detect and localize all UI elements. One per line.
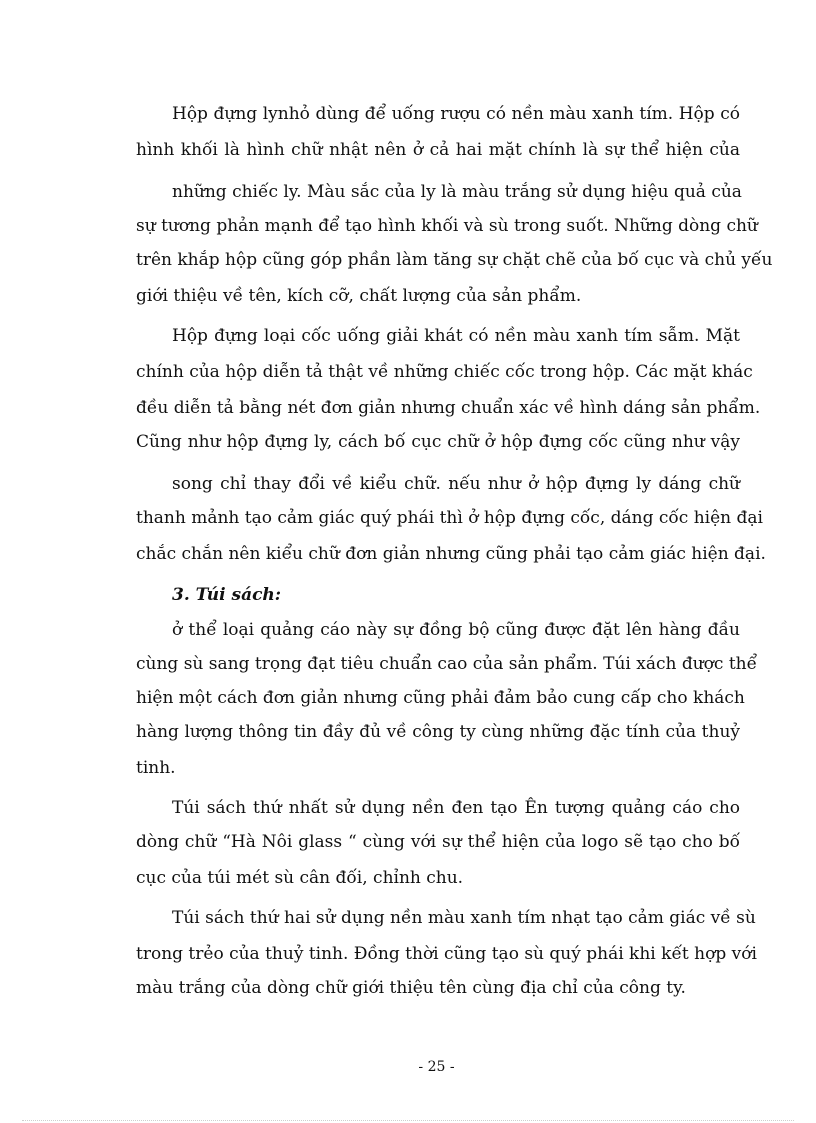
paragraph-2-line-3: đều diễn tả bằng nét đơn giản nhưng chuẩn xác về hình dáng sản phẩm. [136,398,761,418]
section-paragraph-3-line-3: màu trắng của dòng chữ giới thiệu tên cùng địa chỉ của công ty. [136,978,686,998]
section-paragraph-3-line-1: Túi sách thứ hai sử dụng nền màu xanh tím nhạt tạo cảm giác về sù [172,908,756,928]
paragraph-2-line-2: chính của hộp diễn tả thật về những chiếc cốc trong hộp. Các mặt khác [136,362,753,382]
paragraph-2-line-1: Hộp đựng loại cốc uống giải khát có nền màu xanh tím sẫm. Mặt [172,326,740,346]
paragraph-2-line-6: thanh mảnh tạo cảm giác quý phái thì ở hộp đựng cốc, dáng cốc hiện đại [136,508,763,528]
section-paragraph-3-line-2: trong trẻo của thuỷ tinh. Đồng thời cũng tạo sù quý phái khi kết hợp với [136,944,757,964]
section-paragraph-2-line-3: cục của túi mét sù cân đối, chỉnh chu. [136,868,464,888]
paragraph-1-line-1: Hộp đựng lynhỏ dùng để uống rượu có nền màu xanh tím. Hộp có [172,104,740,124]
paragraph-1-line-3: những chiếc ly. Màu sắc của ly là màu trắng sử dụng hiệu quả của [172,182,742,202]
section-paragraph-1-line-5: tinh. [136,758,176,778]
paragraph-1-line-5: trên khắp hộp cũng góp phần làm tăng sự chặt chẽ của bố cục và chủ yếu [136,250,773,270]
section-paragraph-1-line-4: hàng lượng thông tin đầy đủ về công ty cùng những đặc tính của thuỷ [136,722,740,742]
paragraph-2-line-4: Cũng như hộp đựng ly, cách bố cục chữ ở hộp đựng cốc cũng như vậy [136,432,740,452]
section-heading: 3. Túi sách: [172,585,282,605]
paragraph-2-line-7: chắc chắn nên kiểu chữ đơn giản nhưng cũng phải tạo cảm giác hiện đại. [136,544,766,564]
section-paragraph-1-line-3: hiện một cách đơn giản nhưng cũng phải đảm bảo cung cấp cho khách [136,688,745,708]
page-number: - 25 - [418,1059,455,1075]
section-paragraph-2-line-1: Túi sách thứ nhất sử dụng nền đen tạo Ên tượng quảng cáo cho [172,798,740,818]
paragraph-1-line-2: hình khối là hình chữ nhật nên ở cả hai mặt chính là sự thể hiện của [136,140,740,160]
page-bottom-divider [22,1120,794,1121]
section-paragraph-1-line-2: cùng sù sang trọng đạt tiêu chuẩn cao của sản phẩm. Túi xách được thể [136,654,758,674]
paragraph-1-line-6: giới thiệu về tên, kích cỡ, chất lượng của sản phẩm. [136,286,582,306]
paragraph-2-line-5: song chỉ thay đổi về kiểu chữ. nếu như ở hộp đựng ly dáng chữ [172,474,740,494]
paragraph-1-line-4: sự tương phản mạnh để tạo hình khối và sù trong suốt. Những dòng chữ [136,216,758,236]
section-paragraph-2-line-2: dòng chữ “Hà Nôi glass “ cùng với sự thể hiện của logo sẽ tạo cho bố [136,832,740,852]
section-paragraph-1-line-1: ở thể loại quảng cáo này sự đồng bộ cũng được đặt lên hàng đầu [172,620,740,640]
